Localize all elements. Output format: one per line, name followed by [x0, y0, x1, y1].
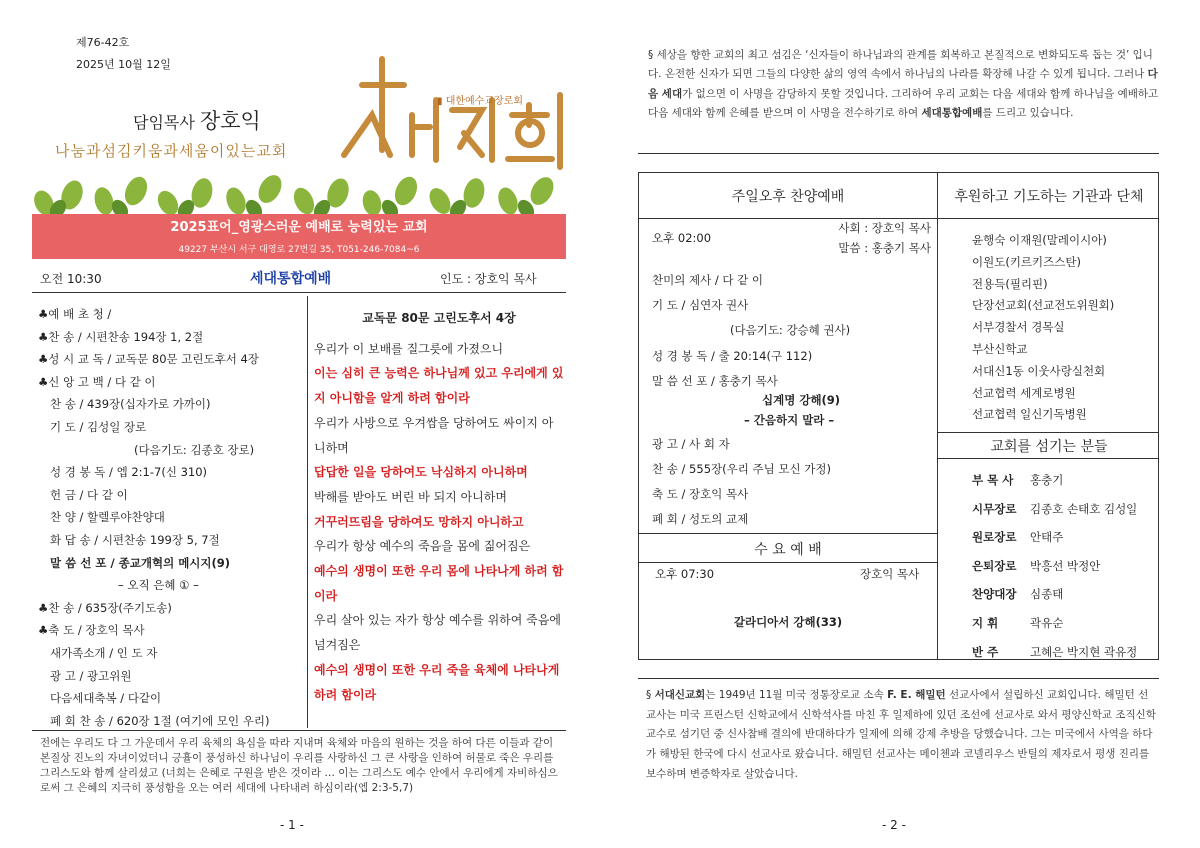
reading-line-response: 답답한 일을 당하여도 낙심하지 아니하며 — [314, 465, 528, 480]
support-title: 후원하고 기도하는 기관과 단체 — [954, 189, 1144, 205]
support-list — [972, 230, 1114, 426]
intro-text: 를 드리고 있습니다. — [982, 107, 1074, 120]
servant-role: 반 주 — [972, 644, 999, 659]
denomination-text: 대한예수교장로회 — [445, 96, 523, 107]
afternoon-order — [652, 272, 932, 537]
page-number-2: - 2 - — [882, 818, 906, 832]
order-of-worship — [38, 306, 308, 735]
afternoon-time: 오후 02:00 — [652, 231, 712, 245]
support-item: 서대신1동 이웃사랑실천회 — [972, 363, 1106, 378]
servant-names: 김종호 손태호 김성일 — [1030, 501, 1138, 516]
pastor-label: 담임목사 — [133, 113, 195, 132]
servant-row — [972, 529, 1137, 558]
banner-title: 2025표어_영광스러운 예배로 능력있는 교회 — [170, 220, 428, 235]
divider — [937, 458, 1159, 459]
servant-names: 곽유순 — [1030, 615, 1064, 630]
pastor-name: 장호익 — [199, 109, 261, 133]
reading-line: 우리가 사방으로 우겨쌈을 당하여도 싸이지 아니하며 — [314, 415, 554, 455]
order-item: ♣축 도 / 장호익 목사 — [38, 623, 145, 638]
intro-text: § 세상을 향한 교회의 최고 섬김은 ‘신자들이 하나님과의 관계를 회복하고 본질적으로 변화되도록 돕는 것’ 입니다. 온전한 신자가 되면 그들의 다양한 삶의 영역 속에서 하나님의 나라를 확장해 나갈 수 있게 됩니다. 그러나 — [648, 49, 1153, 81]
history-missionary: F. E. 해밀턴 — [887, 689, 946, 701]
afternoon-item: 찬미의 제사 / 다 같 이 — [652, 273, 764, 287]
afternoon-item: 폐 회 / 성도의 교제 — [652, 512, 749, 527]
church-name-hidden — [332, 55, 333, 56]
intro-bold: 세대통합예배 — [921, 107, 983, 120]
reading-line: 박해를 받아도 버린 바 되지 아니하며 — [314, 489, 507, 504]
support-item: 윤행숙 이재원(말레이시아) — [972, 233, 1107, 247]
banner-address: 49227 부산시 서구 대영로 27번길 35, T051-246-7084~6 — [178, 245, 420, 255]
servant-role: 지 휘 — [972, 615, 999, 630]
servants-title: 교회를 섬기는 분들 — [990, 439, 1108, 455]
order-item: ♣예 배 초 청 / — [38, 307, 112, 321]
afternoon-item: 찬 송 / 555장(우리 주님 모신 가정) — [652, 461, 831, 476]
leaves-decoration — [32, 165, 566, 215]
divider — [638, 678, 1159, 679]
senior-pastor — [133, 105, 261, 135]
order-item: 기 도 / 김성일 장로 — [50, 419, 147, 434]
order-item: 광 고 / 광고위원 — [50, 668, 132, 683]
order-item: 찬 송 / 439장(십자가로 가까이) — [50, 397, 211, 412]
reading-line: 우리가 이 보배를 질그릇에 가졌으니 — [314, 341, 504, 356]
afternoon-preacher: 말씀 : 홍충기 목사 — [838, 241, 931, 255]
divider — [32, 292, 566, 293]
servant-names: 고혜은 박지현 곽유정 — [1030, 644, 1138, 659]
responsive-reading — [314, 306, 564, 707]
scripture-footnote: 전에는 우리도 다 그 가운데서 우리 육체의 욕심을 따라 지내며 육체와 마음의 원하는 것을 하여 다른 이들과 같이 본질상 진노의 자녀이었더니 긍휼이 풍성하신 하나님이 우리를 사랑하신 그 큰 사랑을 인하여 허물로 죽은 우리를 그리스도와 함께 살리셨고 (너희는 은혜로 구원을 받은 것이라 … 이는 그리스도 예수 안에서 우리에게 자비하심으로써 그 은혜의 지극히 풍성함을 오는 여러 세대에 나타내려 하심이라(엡 2:3-5,7) — [40, 737, 558, 794]
afternoon-item-note: (다음기도: 강승혜 권사) — [730, 323, 851, 338]
intro-paragraph — [648, 46, 1160, 124]
denomination-icon: ▮ — [437, 96, 443, 107]
divider — [638, 533, 938, 534]
denomination-label — [437, 92, 523, 107]
sermon-subtitle: – 오직 은혜 ① – — [118, 578, 199, 593]
order-item: 성 경 봉 독 / 엡 2:1-7(신 310) — [50, 465, 208, 480]
reading-heading: 교독문 80문 고린도후서 4장 — [362, 311, 516, 325]
order-item-note: (다음기도: 김종호 장로) — [134, 442, 255, 457]
support-item: 선교협력 일신기독병원 — [972, 407, 1087, 422]
reading-line-response: 예수의 생명이 또한 우리 죽을 육체에 나타나게 하려 함이라 — [314, 662, 560, 702]
history-text: 는 1949년 11월 미국 정통장로교 소속 — [705, 689, 888, 701]
reading-line: 우리가 항상 예수의 죽음을 몸에 짊어짐은 — [314, 539, 531, 554]
support-item: 전용득(필리핀) — [972, 276, 1048, 291]
afternoon-item: 말 씀 선 포 / 홍충기 목사 — [652, 373, 778, 388]
wednesday-title: 수 요 예 배 — [754, 542, 822, 558]
reading-line-response: 예수의 생명이 또한 우리 몸에 나타나게 하려 함이라 — [314, 564, 564, 603]
order-item: 폐 회 찬 송 / 620장 1절 (여기에 모인 우리) — [50, 713, 270, 728]
support-item: 단장선교회(선교전도위원회) — [972, 298, 1115, 313]
intro-text: 가 없으면 이 사명을 감당하지 못할 것입니다. 그리하여 우리 교회는 다음 세대와 함께 하나님을 예배하고 다음 세대와 함께 은혜를 받으며 이 사명을 전수하기로 하여 — [648, 87, 1159, 120]
bulletin-date: 2025년 10월 12일 — [76, 58, 171, 71]
order-item: ♣찬 송 / 시편찬송 194장 1, 2절 — [38, 329, 204, 344]
servant-role: 시무장로 — [972, 501, 1017, 516]
servant-names: 박흥선 박정안 — [1030, 558, 1101, 573]
sermon-item: 말 씀 선 포 / 종교개혁의 메시지(9) — [50, 555, 231, 570]
divider — [638, 153, 1159, 154]
intro-bold: 다음 세대 — [648, 68, 1158, 100]
history-text: 선교사에서 설립하신 교회입니다. 해밀턴 선교사는 미국 프린스턴 신학교에서 신학석사를 마친 후 일제하에 있던 조선에 선교사로 와서 평양신학교 조직신학 교수로 섬기던 중 신사참배 결의에 반대하다가 일제에 의해 강제 추방을 당했습니다. 그는 미국에서 사역을 하다가 해방된 한국에 다시 선교사로 왔습니다. 해밀턴 선교사는 메이첸과 코넬리우스 반틸의 제자로서 평생 진리를 보수하며 변증학자로 살았습니다. — [646, 689, 1156, 780]
afternoon-sermon-sub: – 간음하지 말라 – — [744, 412, 835, 427]
afternoon-item: 기 도 / 심연자 권사 — [652, 298, 749, 313]
page-number-1: - 1 - — [280, 818, 304, 832]
reading-line-response: 이는 심히 큰 능력은 하나님께 있고 우리에게 있지 아니함을 알게 하려 함이라 — [314, 366, 564, 406]
support-item: 부산신학교 — [972, 341, 1028, 356]
afternoon-item: 광 고 / 사 회 자 — [652, 436, 730, 451]
history-church: 서대신교회 — [654, 689, 706, 701]
afternoon-title: 주일오후 찬양예배 — [731, 189, 845, 205]
reading-line-response: 거꾸러뜨림을 당하여도 망하지 아니하고 — [314, 514, 524, 529]
servant-row — [972, 558, 1137, 587]
church-motto: 나눔과섬김키움과세움이있는교회 — [55, 142, 288, 160]
issue-number: 제76-42호 — [76, 36, 130, 49]
servant-role: 원로장로 — [972, 530, 1017, 545]
order-item: 찬 양 / 할렐루야찬양대 — [50, 510, 165, 525]
divider — [937, 432, 1159, 433]
service-title: 세대통합예배 — [250, 271, 332, 287]
church-logo — [332, 55, 572, 175]
servant-names: 홍충기 — [1030, 473, 1064, 487]
servant-row — [972, 501, 1137, 530]
afternoon-item: 축 도 / 장호익 목사 — [652, 487, 749, 502]
divider — [638, 218, 1159, 219]
order-item: ♣신 앙 고 백 / 다 같 이 — [38, 374, 156, 389]
wednesday-time: 오후 07:30 — [655, 567, 715, 581]
order-item: 헌 금 / 다 같 이 — [50, 487, 128, 502]
column-divider — [937, 172, 938, 660]
order-item: 다음세대축복 / 다같이 — [50, 691, 162, 706]
service-time: 오전 10:30 — [40, 272, 102, 286]
servant-role: 은퇴장로 — [972, 558, 1017, 573]
servant-row — [972, 586, 1137, 615]
servant-role: 부 목 사 — [972, 473, 1014, 487]
afternoon-host: 사회 : 장호익 목사 — [838, 221, 931, 235]
reading-line: 우리 살아 있는 자가 항상 예수를 위하여 죽음에 넘겨짐은 — [314, 613, 561, 653]
divider — [638, 562, 938, 563]
support-item: 서부경찰서 경목실 — [972, 320, 1065, 335]
servant-names: 안태주 — [1030, 530, 1064, 545]
order-item: 화 답 송 / 시편찬송 199장 5, 7절 — [50, 532, 220, 547]
afternoon-item: 성 경 봉 독 / 출 20:14(구 112) — [652, 348, 813, 363]
servant-row — [972, 615, 1137, 644]
afternoon-sermon-title: 십계명 강해(9) — [762, 392, 841, 407]
order-item: ♣성 시 교 독 / 교독문 80문 고린도후서 4장 — [38, 352, 259, 367]
support-item: 선교협력 세계로병원 — [972, 385, 1076, 400]
wednesday-leader: 장호익 목사 — [860, 567, 920, 581]
wednesday-sermon: 갈라디아서 강해(33) — [733, 615, 843, 629]
servant-names: 심종태 — [1030, 587, 1064, 602]
support-item: 이원도(키르키즈스탄) — [972, 254, 1081, 269]
servants-list — [972, 472, 1137, 672]
servant-role: 찬양대장 — [972, 587, 1017, 602]
order-item: ♣찬 송 / 635장(주기도송) — [38, 600, 172, 615]
order-item: 새가족소개 / 인 도 자 — [50, 645, 158, 660]
servant-row — [972, 644, 1137, 673]
church-history: § 서대신교회는 1949년 11월 미국 정통장로교 소속 F. E. 해밀턴 선교사에서 설립하신 교회입니다. 해밀턴 선교사는 미국 프린스턴 신학교에서 신학석사를 마친 후 일제하에 있던 조선에 선교사로 와서 평양신학교 조직신학 교수로 섬기던 중 신사참배 결의에 반대하다가 일제에 의해 강제 추방을 당했습니다. 그는 미국에서 사역을 하다가 해방된 한국에 다시 선교사로 왔습니다. 해밀턴 선교사는 메이첸과 코넬리우스 반틸의 제자로서 평생 진리를 보수하며 변증학자로 살았습니다. — [646, 689, 1156, 780]
servant-row — [972, 472, 1137, 501]
service-leader: 인도 : 장호익 목사 — [440, 272, 537, 286]
